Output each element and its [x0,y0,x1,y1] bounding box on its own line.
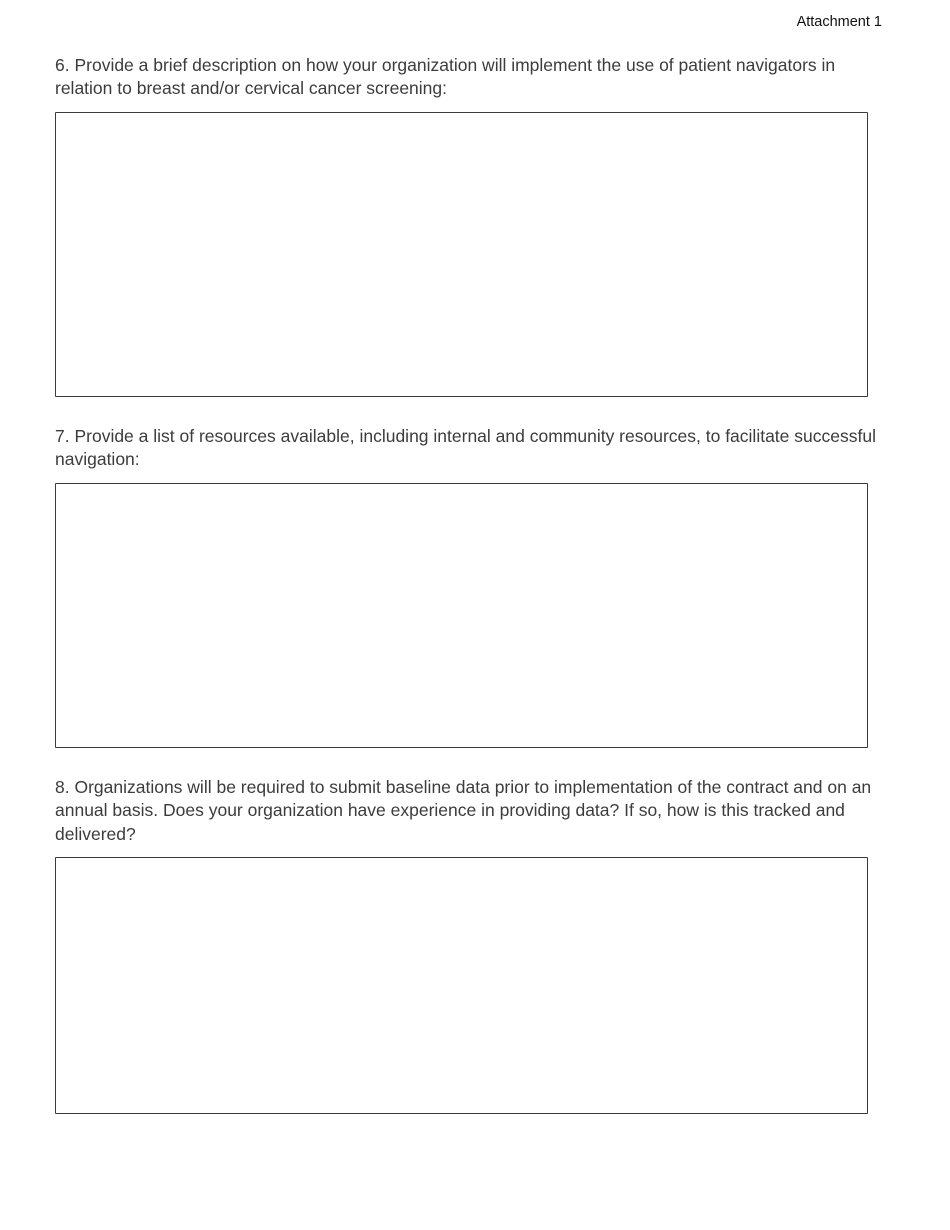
question-block-8 [55,776,895,1114]
question-block-7 [55,425,895,748]
answer-box-6[interactable] [55,112,868,397]
question-8-text: 8. Organizations will be required to submit baseline data prior to implementation of the contract and on an annual basis. Does your organization have experience in providing data? If so, how is this tracked and delivered? [55,776,872,844]
question-block-6 [55,54,895,397]
question-7-text: 7. Provide a list of resources available, including internal and community resources, to facilitate successful navigation: [55,425,876,470]
answer-box-7[interactable] [55,483,868,748]
question-6-text: 6. Provide a brief description on how your organization will implement the use of patient navigators in relation to breast and/or cervical cancer screening: [55,55,836,99]
answer-box-8[interactable] [55,857,868,1114]
attachment-label: Attachment 1 [796,14,882,30]
